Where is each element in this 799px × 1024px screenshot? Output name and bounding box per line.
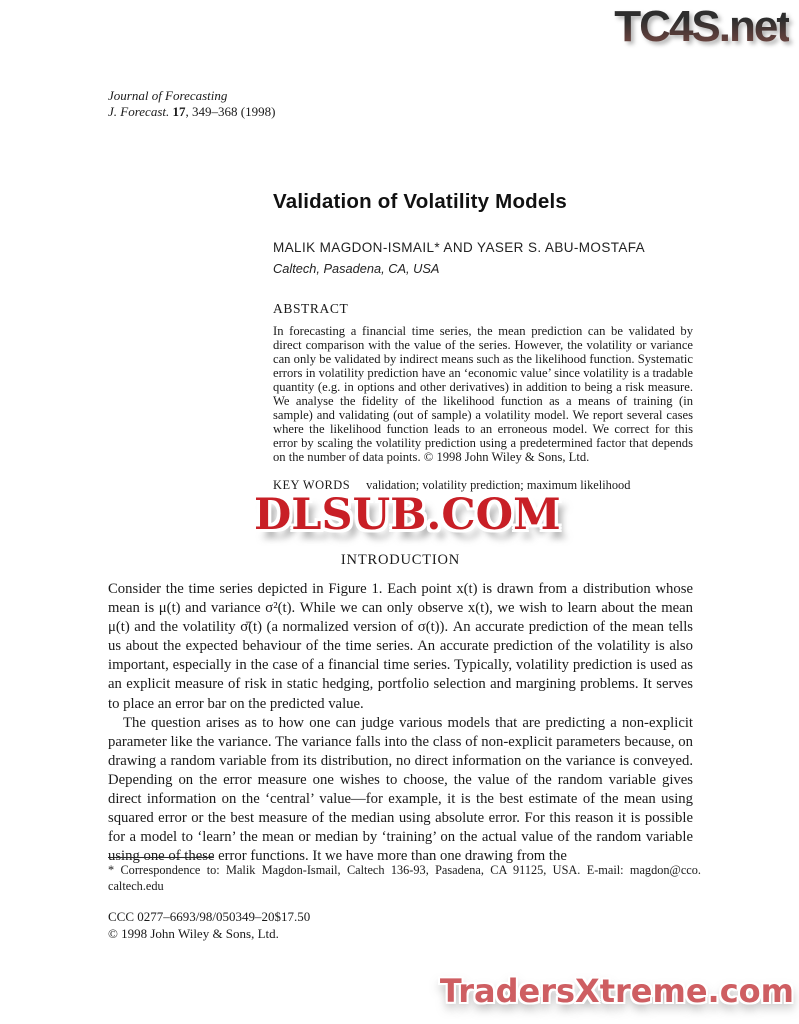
- article-affiliation: Caltech, Pasadena, CA, USA: [273, 261, 440, 276]
- citation-prefix: J. Forecast.: [108, 103, 173, 119]
- article-authors: MALIK MAGDON-ISMAIL* AND YASER S. ABU-MOSTAFA: [273, 240, 646, 255]
- tc4s-watermark: TC4S.net: [614, 2, 789, 51]
- article-title: Validation of Volatility Models: [273, 190, 567, 213]
- journal-name: Journal of Forecasting: [108, 88, 228, 103]
- abstract-section: [273, 301, 693, 493]
- copyright-line: © 1998 John Wiley & Sons, Ltd.: [108, 925, 279, 941]
- publisher-lines: [108, 909, 310, 942]
- journal-header: [108, 88, 275, 119]
- abstract-heading: ABSTRACT: [273, 301, 349, 316]
- correspondence-footnote: * Correspondence to: Malik Magdon-Ismail, Caltech 136-93, Pasadena, CA 91125, USA. E-mail: magdon@cco. caltech.edu: [108, 863, 701, 893]
- dlsub-watermark: DLSUB.COM: [254, 490, 561, 540]
- paragraph-1: Consider the time series depicted in Figure 1. Each point x(t) is drawn from a distribution whose mean is μ(t) and variance σ²(t). While we can only observe x(t), we wish to learn about the mean μ(t) and the volatility σ̄(t) (a normalized version of σ(t)). An accurate prediction of the mean tells us about the expected behaviour of the time series. An accurate prediction of the volatility is also important, especially in the case of a financial time series. Typically, volatility prediction is used as an explicit measure of risk in static hedging, portfolio selection and margining problems. It serves to place an error bar on the predicted value.: [108, 581, 693, 712]
- paragraph-2: The question arises as to how one can judge various models that are predicting a non-explicit parameter like the variance. The variance falls into the class of non-explicit parameters because, on drawing a random variable from its distribution, no direct information on the variance is conveyed. Depending on the error measure one wishes to choose, the value of the random variable gives direct information on the ‘central’ value—for example, it is the best estimate of the mean using squared error or the best measure of the median using absolute error. For this reason it is possible for a model to ‘learn’ the mean or median by ‘training’ on the actual value of the random variable using one of these error functions. It we have more than one drawing from the: [108, 714, 693, 865]
- ccc-line: CCC 0277–6693/98/050349–20$17.50: [108, 909, 311, 924]
- footnote-rule: [108, 857, 214, 858]
- journal-volume: 17: [172, 103, 186, 119]
- tradersxtreme-watermark: TradersXtreme.com: [439, 972, 794, 1010]
- abstract-body: In forecasting a financial time series, the mean prediction can be validated by direct comparison with the value of the series. However, the volatility or variance can only be validated by indirect means such as the likelihood function. Systematic errors in volatility prediction have an ‘economic value’ since volatility is a tradable quantity (e.g. in options and other derivatives) in addition to being a risk measure. We analyse the fidelity of the likelihood function as a means of training (in sample) and validating (out of sample) a volatility model. We report several cases where the likelihood function leads to an erroneous model. We correct for this error by scaling the volatility prediction using a predetermined factor that depends on the number of data points. © 1998 John Wiley & Sons, Ltd.: [273, 324, 693, 464]
- keywords-text: validation; volatility prediction; maximum likelihood: [366, 478, 631, 492]
- body-text: [108, 580, 693, 866]
- keywords-line: [273, 478, 693, 493]
- introduction-heading: INTRODUCTION: [340, 552, 461, 568]
- title-block: [273, 190, 645, 276]
- citation-suffix: , 349–368 (1998): [185, 103, 276, 119]
- journal-citation: [108, 104, 275, 120]
- keywords-label: KEY WORDS: [273, 478, 351, 492]
